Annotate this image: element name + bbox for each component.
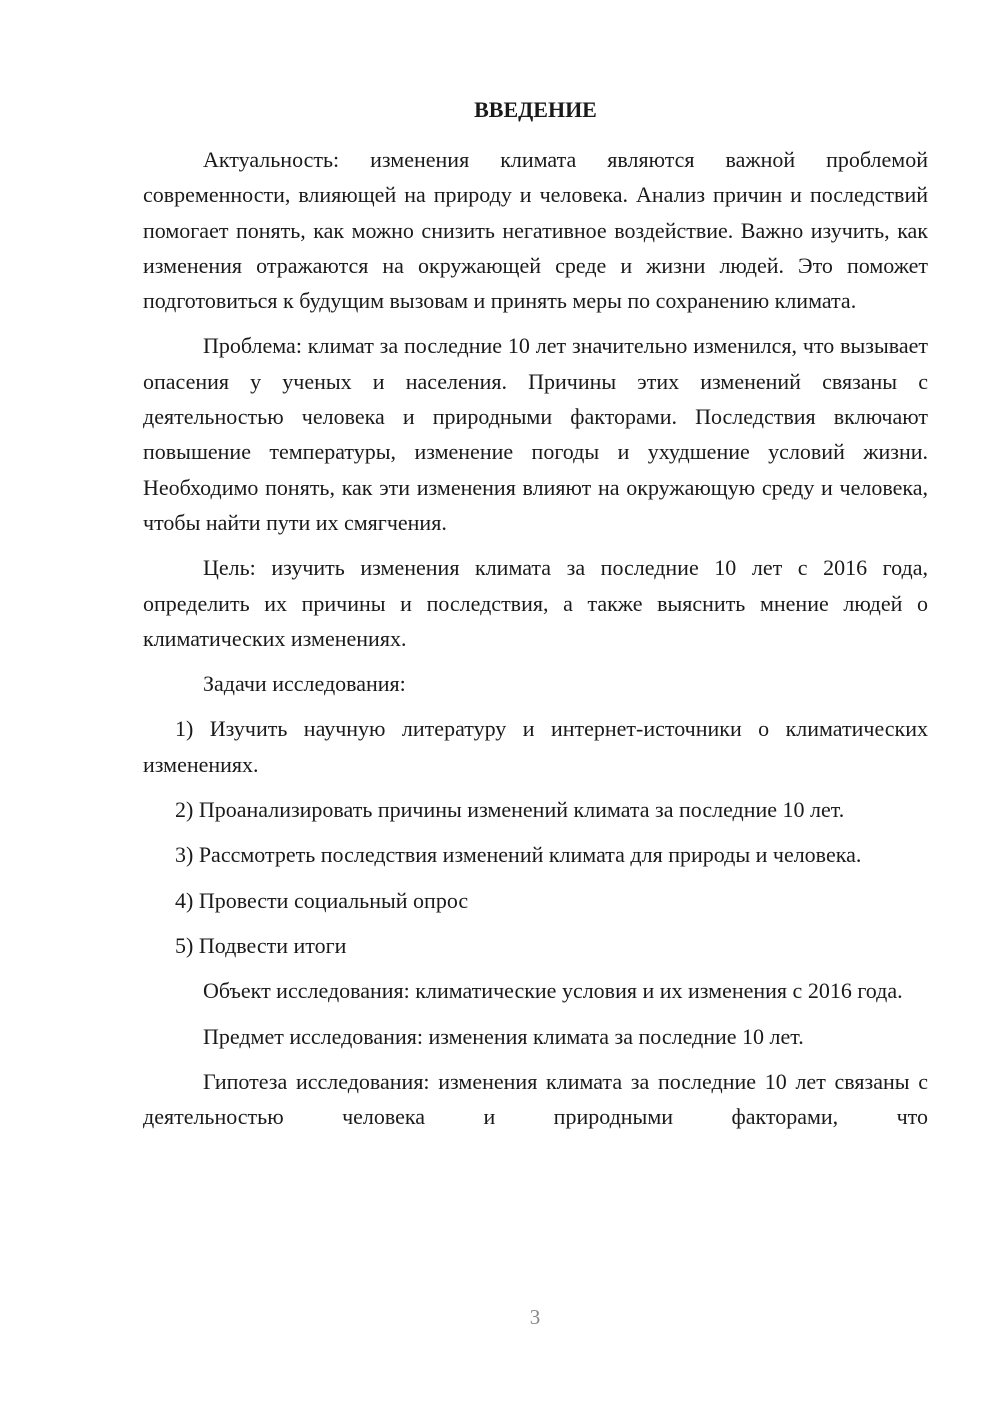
goal-paragraph: Цель: изучить изменения климата за последние 10 лет с 2016 года, определить их причины и последствия, а также выяснить мнение людей о климатических изменениях.	[143, 555, 928, 651]
subject-paragraph: Предмет исследования: изменения климата за последние 10 лет.	[203, 1023, 804, 1049]
tasks-heading: Задачи исследования:	[203, 671, 406, 697]
task-item-3: 3) Рассмотреть последствия изменений климата для природы и человека.	[175, 842, 862, 868]
section-title: ВВЕДЕНИЕ	[474, 97, 597, 122]
problem-paragraph: Проблема: климат за последние 10 лет значительно изменился, что вызывает опасения у ученых и населения. Причины этих изменений связаны с деятельностью человека и природными факторами. Последствия включают повышение температуры, изменение погоды и ухудшение условий жизни. Необходимо понять, как эти изменения влияют на окружающую среду и человека, чтобы найти пути их смягчения.	[143, 333, 928, 535]
hypothesis-paragraph: Гипотеза исследования: изменения климата за последние 10 лет связаны с деятельностью человека и природными факторами, что	[143, 1068, 928, 1130]
task-item-2: 2) Проанализировать причины изменений климата за последние 10 лет.	[175, 797, 845, 823]
relevance-paragraph: Актуальность: изменения климата являются важной проблемой современности, влияющей на природу и человека. Анализ причин и последствий помогает понять, как можно снизить негативное воздействие. Важно изучить, как изменения отражаются на окружающей среде и жизни людей. Это поможет подготовиться к будущим вызовам и принять меры по сохранению климата.	[143, 147, 928, 314]
task-item-4: 4) Провести социальный опрос	[175, 887, 469, 913]
document-page	[143, 92, 928, 1144]
object-paragraph: Объект исследования: климатические условия и их изменения с 2016 года.	[203, 978, 903, 1004]
task-item-5: 5) Подвести итоги	[175, 932, 347, 958]
page-number: 3	[529, 1305, 541, 1329]
task-item-1: 1) Изучить научную литературу и интернет-источники о климатических изменениях.	[143, 716, 928, 777]
